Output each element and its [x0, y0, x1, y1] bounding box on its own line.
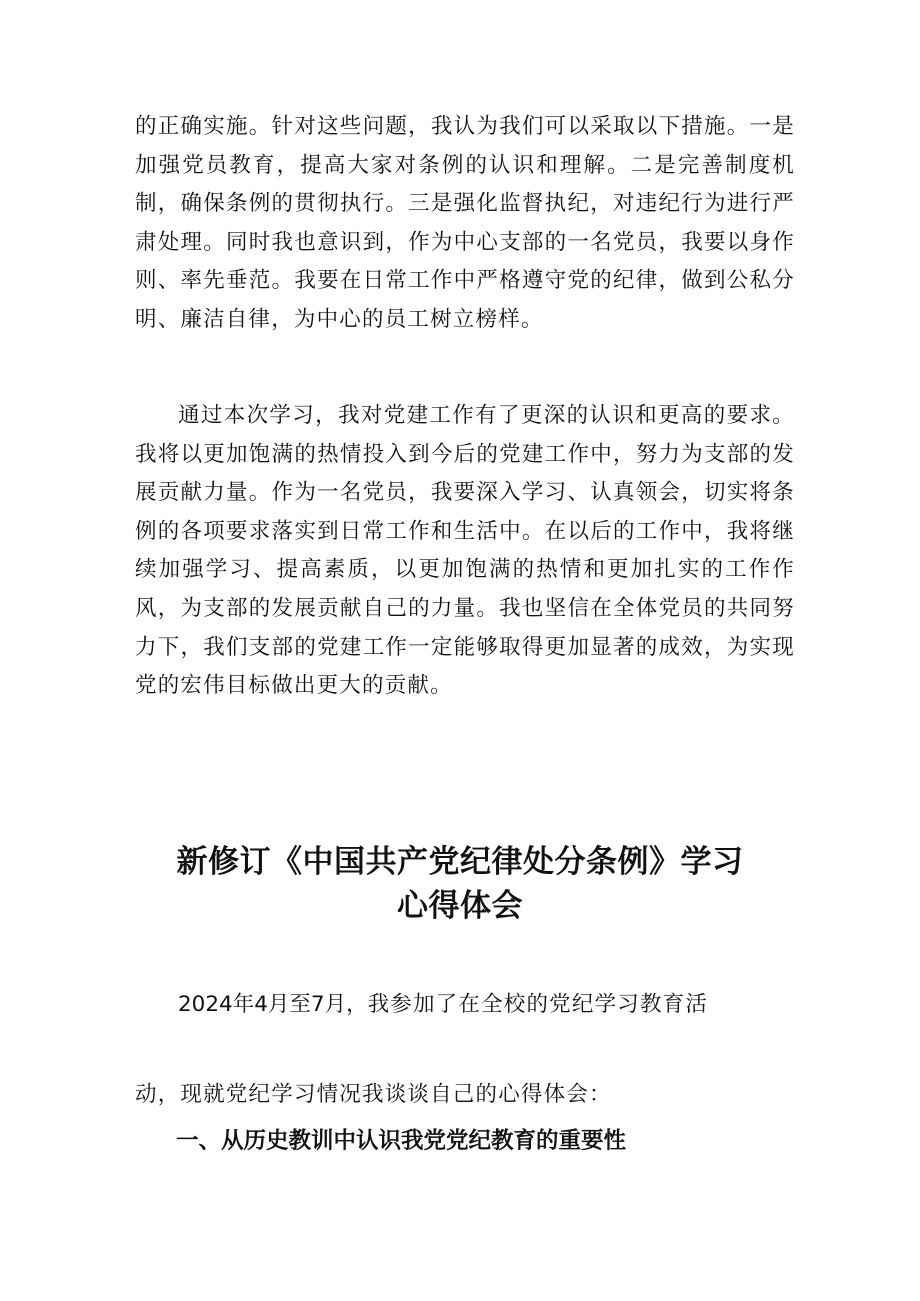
body-paragraph-2: 通过本次学习，我对党建工作有了更深的认识和更高的要求。我将以更加饱满的热情投入到今后的党建工作中，努力为支部的发展贡献力量。作为一名党员，我要深入学习、认真领会，切实将条例的各项要求落实到日常工作和生活中。在以后的工作中，我将继续加强学习、提高素质，以更加饱满的热情和更加扎实的工作作风，为支部的发展贡献自己的力量。我也坚信在全体党员的共同努力下，我们支部的党建工作一定能够取得更加显著的成效，为实现党的宏伟目标做出更大的贡献。 — [135, 403, 795, 699]
body-paragraph-1: 的正确实施。针对这些问题，我认为我们可以采取以下措施。一是加强党员教育，提高大家对条例的认识和理解。二是完善制度机制，确保条例的贯彻执行。三是强化监督执纪，对违纪行为进行严肃处理。同时我也意识到，作为中心支部的一名党员，我要以身作则、率先垂范。我要在日常工作中严格遵守党的纪律，做到公私分明、廉洁自律，为中心的员工树立榜样。 — [135, 114, 795, 332]
article-title-line-1: 新修订《中国共产党纪律处分条例》学习 — [176, 844, 744, 880]
section-heading-1: 一、从历史教训中认识我党党纪教育的重要性 — [176, 1128, 627, 1154]
intro-line-2: 动，现就党纪学习情况我谈谈自己的心得体会： — [135, 1082, 612, 1107]
intro-line-1 — [178, 990, 708, 1020]
article-title-line-2: 心得体会 — [397, 888, 523, 924]
article-title — [130, 840, 790, 928]
intro-date: 2024年4月至7月， — [178, 992, 368, 1017]
intro-line-1-text: 我参加了在全校的党纪学习教育活 — [367, 992, 709, 1017]
